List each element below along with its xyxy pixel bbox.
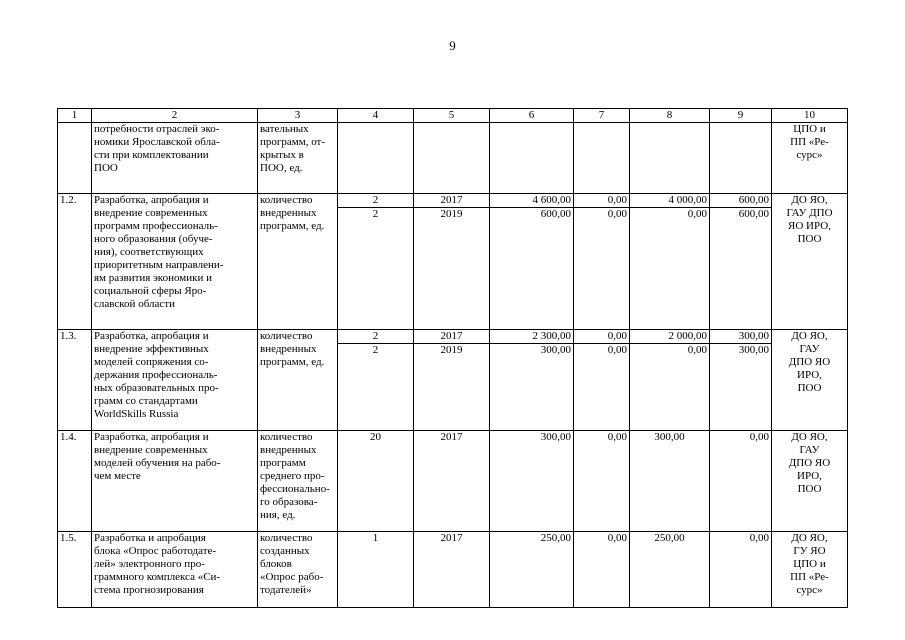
cell-executor: ДО ЯО, ГУ ЯО ЦПО и ПП «Ре- сурс» — [772, 532, 848, 608]
cell-total: 300,00 — [490, 431, 574, 532]
cell-value: 2 — [338, 330, 414, 344]
cell-num: 1.4. — [58, 431, 92, 532]
cell-total: 300,00 — [490, 344, 574, 431]
cell-num: 1.5. — [58, 532, 92, 608]
cell-other: 0,00 — [710, 532, 772, 608]
cell-regional: 4 000,00 — [630, 194, 710, 208]
cell-year: 2017 — [414, 194, 490, 208]
cell-empty — [710, 123, 772, 194]
table-row — [58, 532, 848, 608]
cell-description: Разработка и апробация блока «Опрос работодате- лей» электронного про- граммного комплекса «Си- стема прогнозирования — [92, 532, 258, 608]
cell-other: 600,00 — [710, 194, 772, 208]
cell-value: 2 — [338, 194, 414, 208]
cell-num: 1.2. — [58, 194, 92, 330]
column-header: 6 — [490, 109, 574, 123]
cell-year: 2019 — [414, 208, 490, 330]
cell-executor: ДО ЯО, ГАУ ДПО ЯО ИРО, ПОО — [772, 194, 848, 330]
cell-year: 2017 — [414, 532, 490, 608]
cell-total: 2 300,00 — [490, 330, 574, 344]
cell-indicator: количество созданных блоков «Опрос рабо- тодателей» — [258, 532, 338, 608]
cell-description: Разработка, апробация и внедрение современных программ профессиональ- ного образования (обуче- ния), соответствующих приоритетным направлени- ям развития экономики и социальной сферы Яро- славской области — [92, 194, 258, 330]
cell-empty — [630, 123, 710, 194]
cell-regional: 0,00 — [630, 208, 710, 330]
column-header: 7 — [574, 109, 630, 123]
page-number: 9 — [449, 38, 456, 53]
cell-value: 2 — [338, 208, 414, 330]
cell-indicator: количество внедренных программ, ед. — [258, 194, 338, 330]
cell-federal: 0,00 — [574, 532, 630, 608]
cell-indicator: вательных программ, от- крытых в ПОО, ед. — [258, 123, 338, 194]
cell-total: 4 600,00 — [490, 194, 574, 208]
cell-description: Разработка, апробация и внедрение современных моделей обучения на рабо- чем месте — [92, 431, 258, 532]
cell-empty — [338, 123, 414, 194]
cell-value: 2 — [338, 344, 414, 431]
column-header: 10 — [772, 109, 848, 123]
column-header: 5 — [414, 109, 490, 123]
cell-empty — [414, 123, 490, 194]
cell-other: 0,00 — [710, 431, 772, 532]
cell-federal: 0,00 — [574, 431, 630, 532]
cell-num — [58, 123, 92, 194]
cell-empty — [490, 123, 574, 194]
cell-description: потребности отраслей эко- номики Ярославской обла- сти при комплектовании ПОО — [92, 123, 258, 194]
program-table — [57, 108, 848, 608]
column-header: 2 — [92, 109, 258, 123]
cell-federal: 0,00 — [574, 208, 630, 330]
cell-executor: ДО ЯО, ГАУ ДПО ЯО ИРО, ПОО — [772, 431, 848, 532]
cell-year: 2017 — [414, 431, 490, 532]
cell-total: 250,00 — [490, 532, 574, 608]
cell-value: 20 — [338, 431, 414, 532]
cell-executor: ДО ЯО, ГАУ ДПО ЯО ИРО, ПОО — [772, 330, 848, 431]
cell-indicator: количество внедренных программ, ед. — [258, 330, 338, 431]
table-row — [58, 330, 848, 344]
cell-federal: 0,00 — [574, 344, 630, 431]
cell-regional: 300,00 — [630, 431, 710, 532]
cell-executor: ЦПО и ПП «Ре- сурс» — [772, 123, 848, 194]
cell-federal: 0,00 — [574, 194, 630, 208]
table-row — [58, 431, 848, 532]
cell-total: 600,00 — [490, 208, 574, 330]
cell-indicator: количество внедренных программ среднего про- фессионально- го образова- ния, ед. — [258, 431, 338, 532]
cell-regional: 250,00 — [630, 532, 710, 608]
cell-year: 2019 — [414, 344, 490, 431]
cell-regional: 0,00 — [630, 344, 710, 431]
column-header: 9 — [710, 109, 772, 123]
column-header: 3 — [258, 109, 338, 123]
cell-regional: 2 000,00 — [630, 330, 710, 344]
cell-other: 300,00 — [710, 344, 772, 431]
column-header: 4 — [338, 109, 414, 123]
cell-description: Разработка, апробация и внедрение эффективных моделей сопряжения со- держания профессиональ- ных образовательных про- грамм со стандартами WorldSkills Russia — [92, 330, 258, 431]
cell-other: 600,00 — [710, 208, 772, 330]
column-header: 8 — [630, 109, 710, 123]
column-header: 1 — [58, 109, 92, 123]
cell-empty — [574, 123, 630, 194]
cell-federal: 0,00 — [574, 330, 630, 344]
cell-value: 1 — [338, 532, 414, 608]
cell-num: 1.3. — [58, 330, 92, 431]
cell-other: 300,00 — [710, 330, 772, 344]
cell-year: 2017 — [414, 330, 490, 344]
table-row-continuation — [58, 123, 848, 194]
table-row — [58, 194, 848, 208]
column-number-row — [58, 109, 848, 123]
